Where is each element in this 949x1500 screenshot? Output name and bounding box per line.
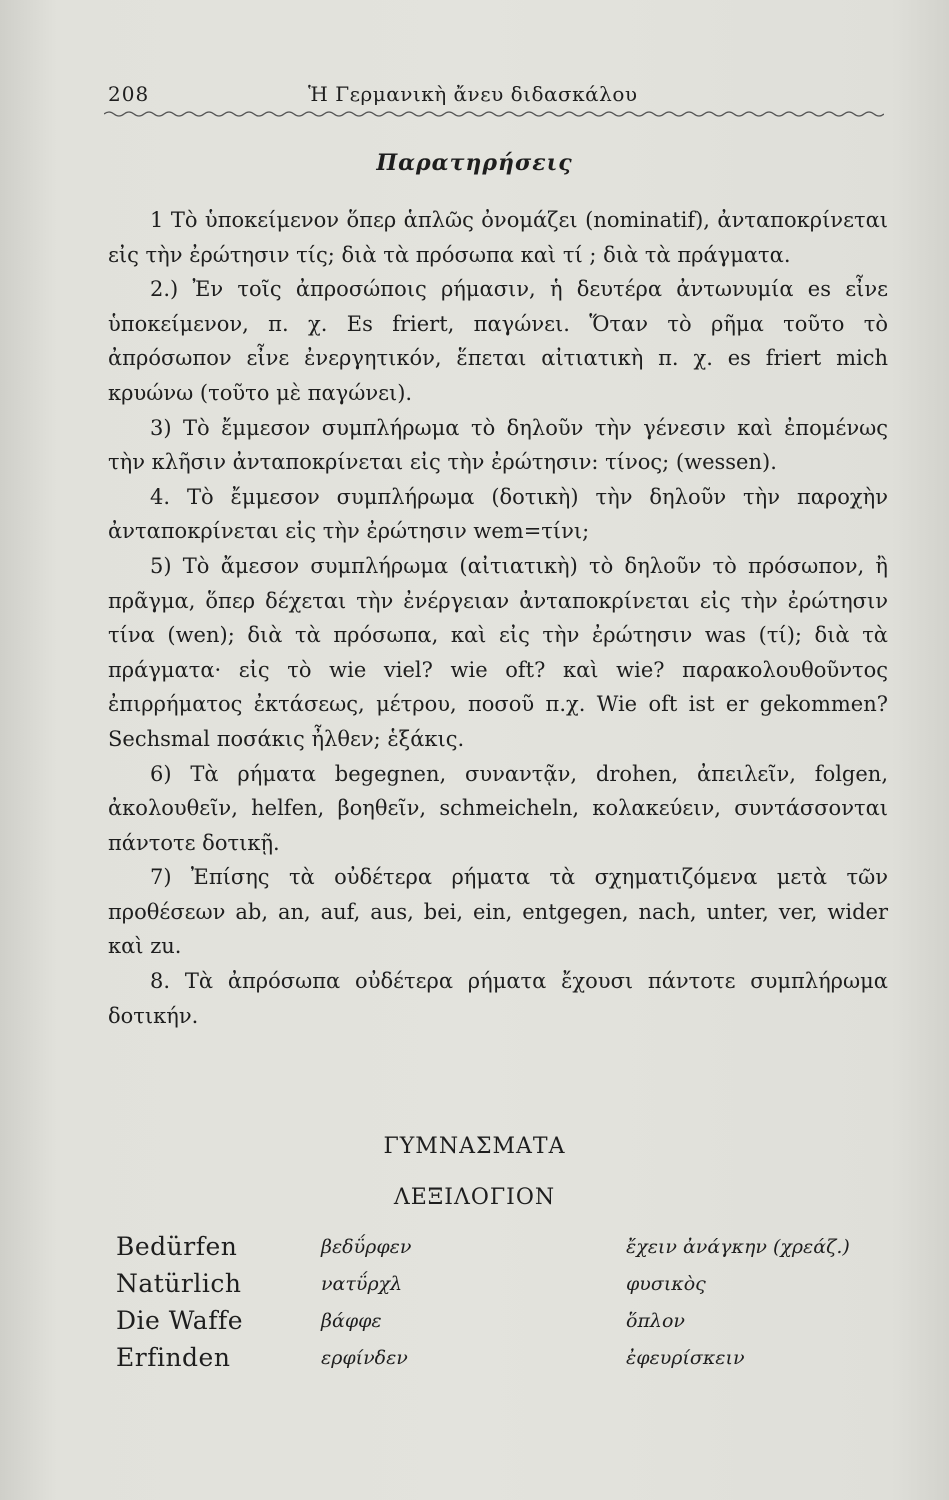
vocab-pronunciation: ερφίνδεν <box>321 1347 408 1369</box>
page-number: 208 <box>108 82 150 106</box>
vocab-meaning: ὅπλον <box>626 1310 685 1332</box>
remark-paragraph-4: 4. Τὸ ἔμμεσον συμπλήρωμα (δοτικὴ) τὴν δηλοῦν τὴν παροχὴν ἀνταποκρίνεται εἰς τὴν ἐρώτησιν wem=τίνι; <box>108 484 888 544</box>
vocab-row <box>116 1306 906 1343</box>
vocab-row <box>116 1269 906 1306</box>
remark-paragraph-6: 6) Τὰ ρήματα begegnen, συναντᾷν, drohen, ἀπειλεῖν, folgen, ἀκολουθεῖν, helfen, βοηθεῖν, schmeicheln, κολακεύειν, συντάσσονται πάντοτε δοτικῇ. <box>108 761 888 855</box>
remarks-body <box>108 203 888 1033</box>
vocab-pronunciation: νατΰρχλ <box>321 1273 403 1295</box>
header-wavy-rule <box>104 108 884 120</box>
remark-paragraph-1: 1 Τὸ ὑποκείμενον ὅπερ ἁπλῶς ὀνομάζει (nominatif), ἀνταποκρίνεται εἰς τὴν ἐρώτησιν τίς; διὰ τὰ πρόσωπα καὶ τί ; διὰ τὰ πράγματα. <box>108 208 888 267</box>
vocab-meaning: ἐφευρίσκειν <box>626 1347 745 1369</box>
vocab-german-word: Die Waffe <box>116 1306 244 1335</box>
vocab-pronunciation: βάφφε <box>321 1310 382 1332</box>
lexicon-heading: ΛΕΞΙΛΟΓΙΟΝ <box>393 1185 556 1210</box>
vocab-row <box>116 1232 906 1269</box>
exercises-heading: ΓΥΜΝΑΣΜΑΤΑ <box>383 1134 566 1159</box>
vocab-pronunciation: βεδΰρφεν <box>321 1236 412 1258</box>
vocab-german-word: Erfinden <box>116 1343 231 1372</box>
vocab-meaning: φυσικὸς <box>626 1273 706 1295</box>
vocabulary-list <box>116 1232 906 1380</box>
remark-paragraph-7: 7) Ἐπίσης τὰ οὐδέτερα ρήματα τὰ σχηματιζόμενα μετὰ τῶν προθέσεων ab, an, auf, aus, bei, ein, entgegen, nach, unter, ver, wider καὶ zu. <box>108 865 888 959</box>
remark-paragraph-5: 5) Τὸ ἄμεσον συμπλήρωμα (αἰτιατικὴ) τὸ δηλοῦν τὸ πρόσωπον, ἢ πρᾶγμα, ὅπερ δέχεται τὴν ἐνέργειαν ἀνταποκρίνεται εἰς τὴν ἐρώτησιν τίνα (wen); διὰ τὰ πρόσωπα, καὶ εἰς τὴν ἐρώτησιν was (τί); διὰ τὰ πράγματα· εἰς τὸ wie viel? wie oft? καὶ wie? παρακολουθοῦντος ἐπιρρήματος ἐκτάσεως, μέτρου, ποσοῦ π.χ. Wie oft ist er gekommen? Sechsmal ποσάκις ἦλθεν; ἑξάκις. <box>108 553 888 751</box>
running-title: Ἡ Γερμανικὴ ἄνευ διδασκάλου <box>308 82 638 106</box>
section-title: Παρατηρήσεις <box>376 150 573 176</box>
vocab-german-word: Bedürfen <box>116 1232 238 1261</box>
vocab-meaning: ἔχειν ἀνάγκην (χρεάζ.) <box>626 1236 850 1258</box>
vocab-row <box>116 1343 906 1380</box>
remark-paragraph-8: 8. Τὰ ἀπρόσωπα οὐδέτερα ρήματα ἔχουσι πάντοτε συμπλήρωμα δοτικήν. <box>108 969 888 1028</box>
remark-paragraph-2: 2.) Ἐν τοῖς ἀπροσώποις ρήμασιν, ἡ δευτέρα ἀντωνυμία es εἶνε ὑποκείμενον, π. χ. Es friert, παγώνει. Ὅταν τὸ ρῆμα τοῦτο τὸ ἀπρόσωπον εἶνε ἐνεργητικόν, ἕπεται αἰτιατικὴ π. χ. es friert mich κρυώνω (τοῦτο μὲ παγώνει). <box>108 277 888 405</box>
vocab-german-word: Natürlich <box>116 1269 242 1298</box>
remark-paragraph-3: 3) Τὸ ἔμμεσον συμπλήρωμα τὸ δηλοῦν τὴν γένεσιν καὶ ἐπομένως τὴν κλῆσιν ἀνταποκρίνεται εἰς τὴν ἐρώτησιν: τίνος; (wessen). <box>108 415 888 475</box>
